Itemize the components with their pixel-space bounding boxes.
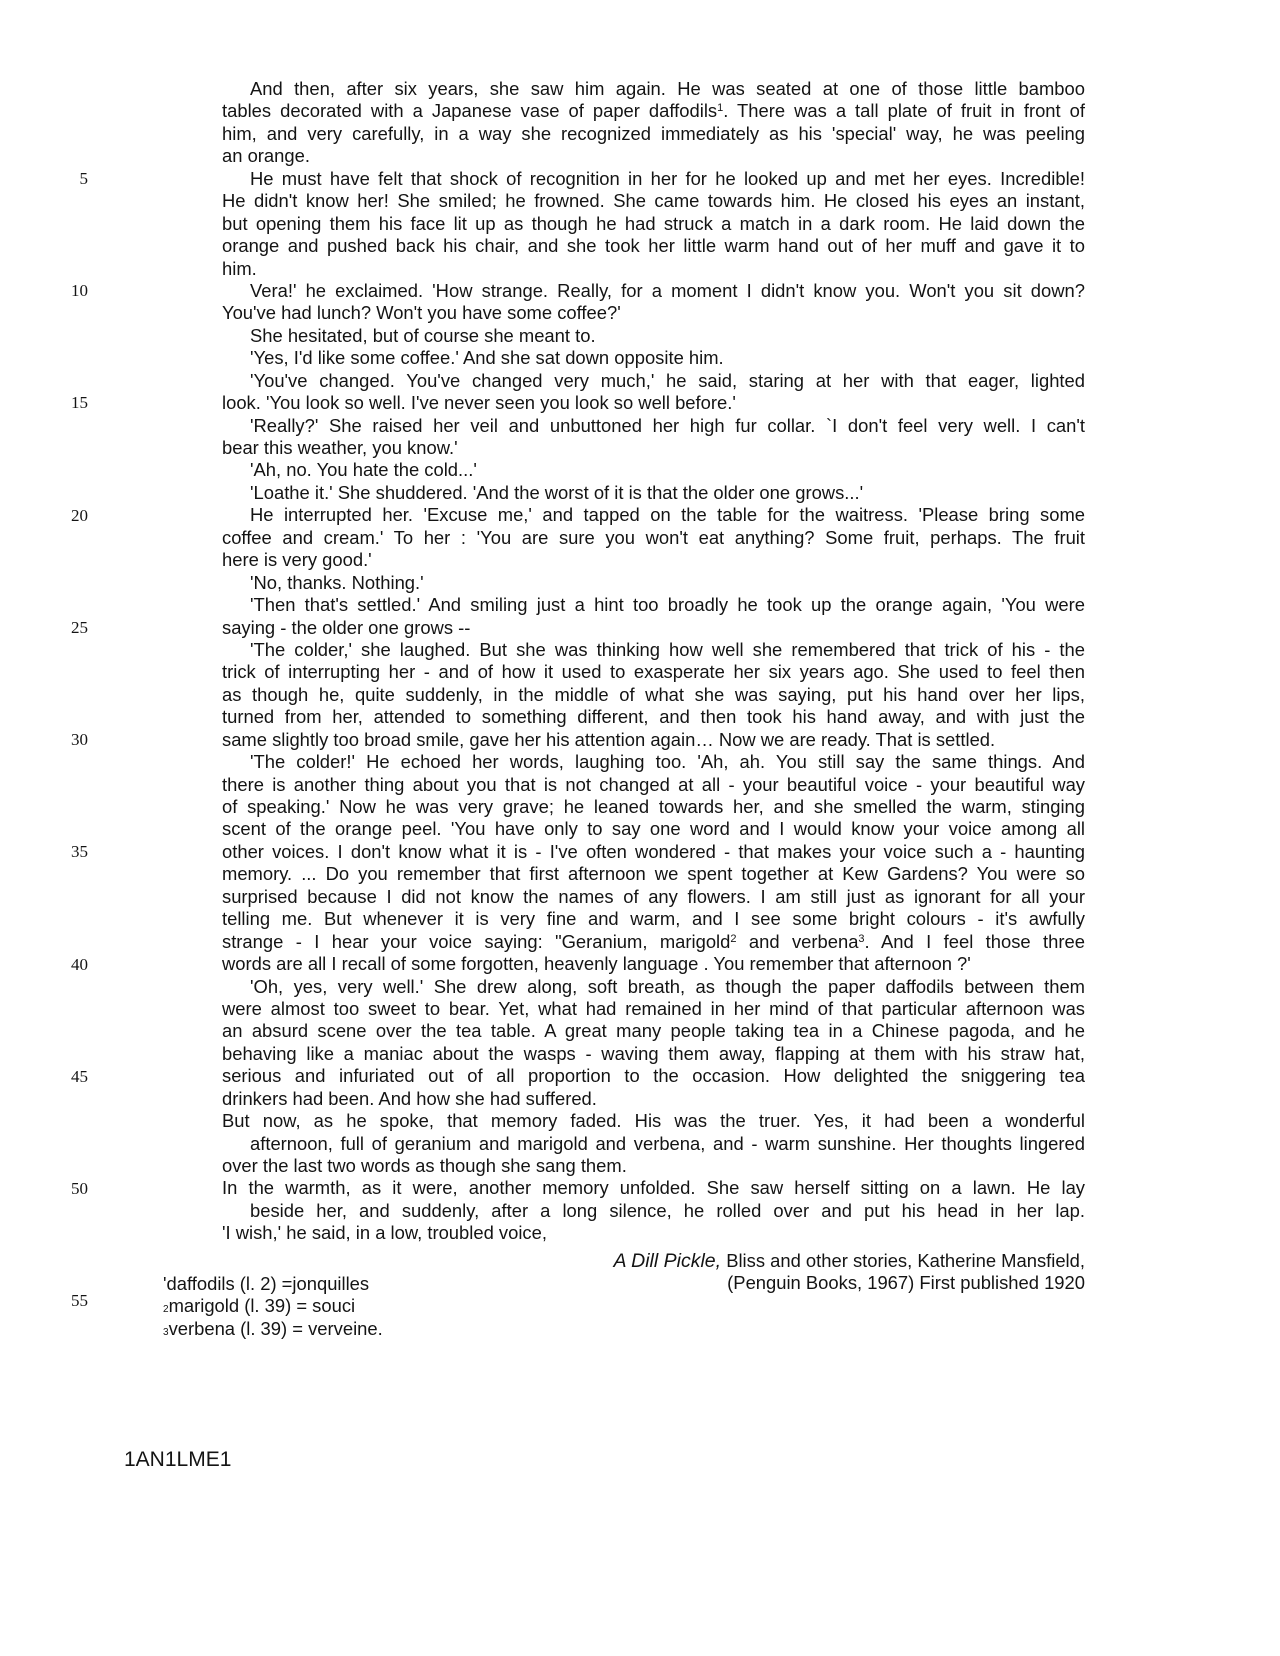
line-number: 45 bbox=[71, 1066, 88, 1086]
passage-line: scent of the orange peel. 'You have only to say one word and I would know your voice among all bbox=[222, 818, 1085, 840]
passage-line: here is very good.' bbox=[222, 549, 372, 571]
passage-line: 'The colder!' He echoed her words, laughing too. 'Ah, ah. You still say the same things. And bbox=[250, 751, 1085, 773]
line-number: 5 bbox=[79, 168, 88, 188]
source-title: A Dill Pickle, bbox=[613, 1250, 722, 1272]
passage-line: She hesitated, but of course she meant to. bbox=[250, 324, 596, 346]
passage-line: 'Loathe it.' She shuddered. 'And the worst of it is that the older one grows...' bbox=[250, 481, 864, 503]
passage-line: bear this weather, you know.' bbox=[222, 437, 458, 458]
footnote-mark: 2 bbox=[163, 1304, 169, 1316]
passage-line: He didn't know her! She smiled; he frowned. She came towards him. He closed his eyes an instant, bbox=[222, 190, 1085, 212]
passage-line: 'No, thanks. Nothing.' bbox=[250, 571, 424, 593]
passage-line: look. 'You look so well. I've never seen you look so well before.' bbox=[222, 392, 736, 414]
passage-line: but opening them his face lit up as though he had struck a match in a dark room. He laid down the bbox=[222, 212, 1085, 234]
passage-line: orange and pushed back his chair, and she took her little warm hand out of her muff and gave it to bbox=[222, 235, 1085, 257]
footnote-2 bbox=[163, 1295, 503, 1317]
passage-line: serious and infuriated out of all proportion to the occasion. How delighted the sniggering tea bbox=[222, 1065, 1085, 1087]
passage-line: as though he, quite suddenly, in the middle of what she was saying, put his hand over her lips, bbox=[222, 683, 1085, 705]
passage-line: an orange. bbox=[222, 145, 310, 167]
source-line-1 bbox=[470, 1250, 1085, 1272]
passage-text bbox=[222, 78, 1085, 1245]
footnote-3 bbox=[163, 1318, 503, 1340]
passage-line: And then, after six years, she saw him again. He was seated at one of those little bamboo bbox=[250, 78, 1085, 99]
passage-line: memory. ... Do you remember that first afternoon we spent together at Kew Gardens? You were so bbox=[222, 863, 1085, 885]
passage-line: there is another thing about you that is not changed at all - your beautiful voice - your beautiful way bbox=[222, 773, 1085, 795]
line-number: 15 bbox=[71, 393, 88, 413]
footnote-text: marigold (l. 39) = souci bbox=[168, 1295, 356, 1317]
footnote-text: daffodils (l. 2) =jonquilles bbox=[166, 1273, 370, 1294]
line-number: 25 bbox=[71, 617, 88, 637]
footnote-mark: 3 bbox=[163, 1326, 169, 1338]
passage-line: coffee and cream.' To her : 'You are sure you won't eat anything? Some fruit, perhaps. The fruit bbox=[222, 526, 1085, 548]
passage-line: were almost too sweet to bear. Yet, what had remained in her mind of that particular afternoon was bbox=[222, 997, 1085, 1019]
passage-line: same slightly too broad smile, gave her his attention again… Now we are ready. That is settled. bbox=[222, 728, 996, 750]
passage-line: You've had lunch? Won't you have some coffee?' bbox=[222, 302, 621, 324]
footnote-1 bbox=[163, 1273, 503, 1295]
passage-line: trick of interrupting her - and of how it used to exasperate her six years ago. She used to feel then bbox=[222, 661, 1085, 683]
source-details: Bliss and other stories, Katherine Mansfield, bbox=[721, 1250, 1085, 1271]
source-line-2: (Penguin Books, 1967) First published 1920 bbox=[727, 1272, 1085, 1294]
line-number: 55 bbox=[71, 1291, 88, 1311]
passage-line: him, and very carefully, in a way she recognized immediately as his 'special' way, he was peeling bbox=[222, 122, 1085, 144]
passage-line: But now, as he spoke, that memory faded. His was the truer. Yes, it had been a wonderful bbox=[222, 1110, 1085, 1132]
passage-line: surprised because I did not know the names of any flowers. I am still just as ignorant for all your bbox=[222, 885, 1085, 907]
passage-line: tables decorated with a Japanese vase of paper daffodils$^1$. There was a tall plate of fruit in front of bbox=[222, 100, 1086, 122]
footnotes bbox=[163, 1273, 503, 1340]
line-number: 50 bbox=[71, 1179, 88, 1199]
line-number: 30 bbox=[71, 730, 88, 750]
passage-line: 'Oh, yes, very well.' She drew along, soft breath, as though the paper daffodils between them bbox=[250, 975, 1085, 997]
passage-line: 'You've changed. You've changed very much,' he said, staring at her with that eager, lighted bbox=[250, 369, 1085, 391]
passage-line: He must have felt that shock of recognition in her for he looked up and met her eyes. Incredible! bbox=[250, 167, 1085, 189]
passage-line: drinkers had been. And how she had suffered. bbox=[222, 1087, 597, 1109]
footnote-mark: ' bbox=[163, 1273, 167, 1294]
passage-line: In the warmth, as it were, another memory unfolded. She saw herself sitting on a lawn. He lay bbox=[222, 1177, 1085, 1199]
page-code: 1AN1LME1 bbox=[124, 1448, 232, 1471]
passage-line: telling me. But whenever it is very fine and warm, and I see some bright colours - it's awfully bbox=[222, 908, 1085, 930]
line-number: 20 bbox=[71, 505, 88, 525]
passage-line: over the last two words as though she sang them. bbox=[222, 1155, 627, 1176]
passage-line: turned from her, attended to something different, and then took his hand away, and with just the bbox=[222, 706, 1085, 728]
passage-line: strange - I hear your voice saying: "Geranium, marigold$^2$ and verbena$^3$. And I feel those three bbox=[222, 930, 1085, 952]
passage-line: 'I wish,' he said, in a low, troubled voice, bbox=[222, 1222, 547, 1244]
passage-line: afternoon, full of geranium and marigold and verbena, and - warm sunshine. Her thoughts lingered bbox=[250, 1132, 1085, 1154]
passage-line: 'Really?' She raised her veil and unbuttoned her high fur collar. `I don't feel very well. I can't bbox=[250, 414, 1085, 436]
line-number: 40 bbox=[71, 954, 88, 974]
passage-line: 'Then that's settled.' And smiling just a hint too broadly he took up the orange again, 'You were bbox=[250, 594, 1085, 616]
passage-line: him. bbox=[222, 257, 257, 279]
line-number: 10 bbox=[71, 281, 88, 301]
passage-line: words are all I recall of some forgotten, heavenly language . You remember that afternoon ?' bbox=[222, 953, 971, 975]
passage-line: of speaking.' Now he was very grave; he leaned towards her, and she smelled the warm, stinging bbox=[222, 796, 1085, 817]
passage-line: beside her, and suddenly, after a long silence, he rolled over and put his head in her lap. bbox=[250, 1199, 1085, 1221]
passage-line: saying - the older one grows -- bbox=[222, 616, 471, 638]
passage-line: 'Yes, I'd like some coffee.' And she sat down opposite him. bbox=[250, 347, 724, 369]
passage-line: 'Ah, no. You hate the cold...' bbox=[250, 459, 477, 481]
passage-line: He interrupted her. 'Excuse me,' and tapped on the table for the waitress. 'Please bring some bbox=[250, 504, 1085, 526]
line-number: 35 bbox=[71, 842, 88, 862]
passage-line: 'The colder,' she laughed. But she was thinking how well she remembered that trick of his - the bbox=[250, 638, 1085, 660]
footnote-text: verbena (l. 39) = verveine. bbox=[168, 1317, 383, 1339]
source-citation bbox=[470, 1250, 1085, 1295]
passage-line: Vera!' he exclaimed. 'How strange. Really, for a moment I didn't know you. Won't you sit down? bbox=[250, 279, 1085, 301]
passage-line: other voices. I don't know what it is - I've often wondered - that makes your voice such a - haunting bbox=[222, 840, 1085, 862]
passage-line: behaving like a maniac about the wasps - waving them away, flapping at them with his straw hat, bbox=[222, 1042, 1085, 1064]
passage-line: an absurd scene over the tea table. A great many people taking tea in a Chinese pagoda, and he bbox=[222, 1020, 1085, 1042]
